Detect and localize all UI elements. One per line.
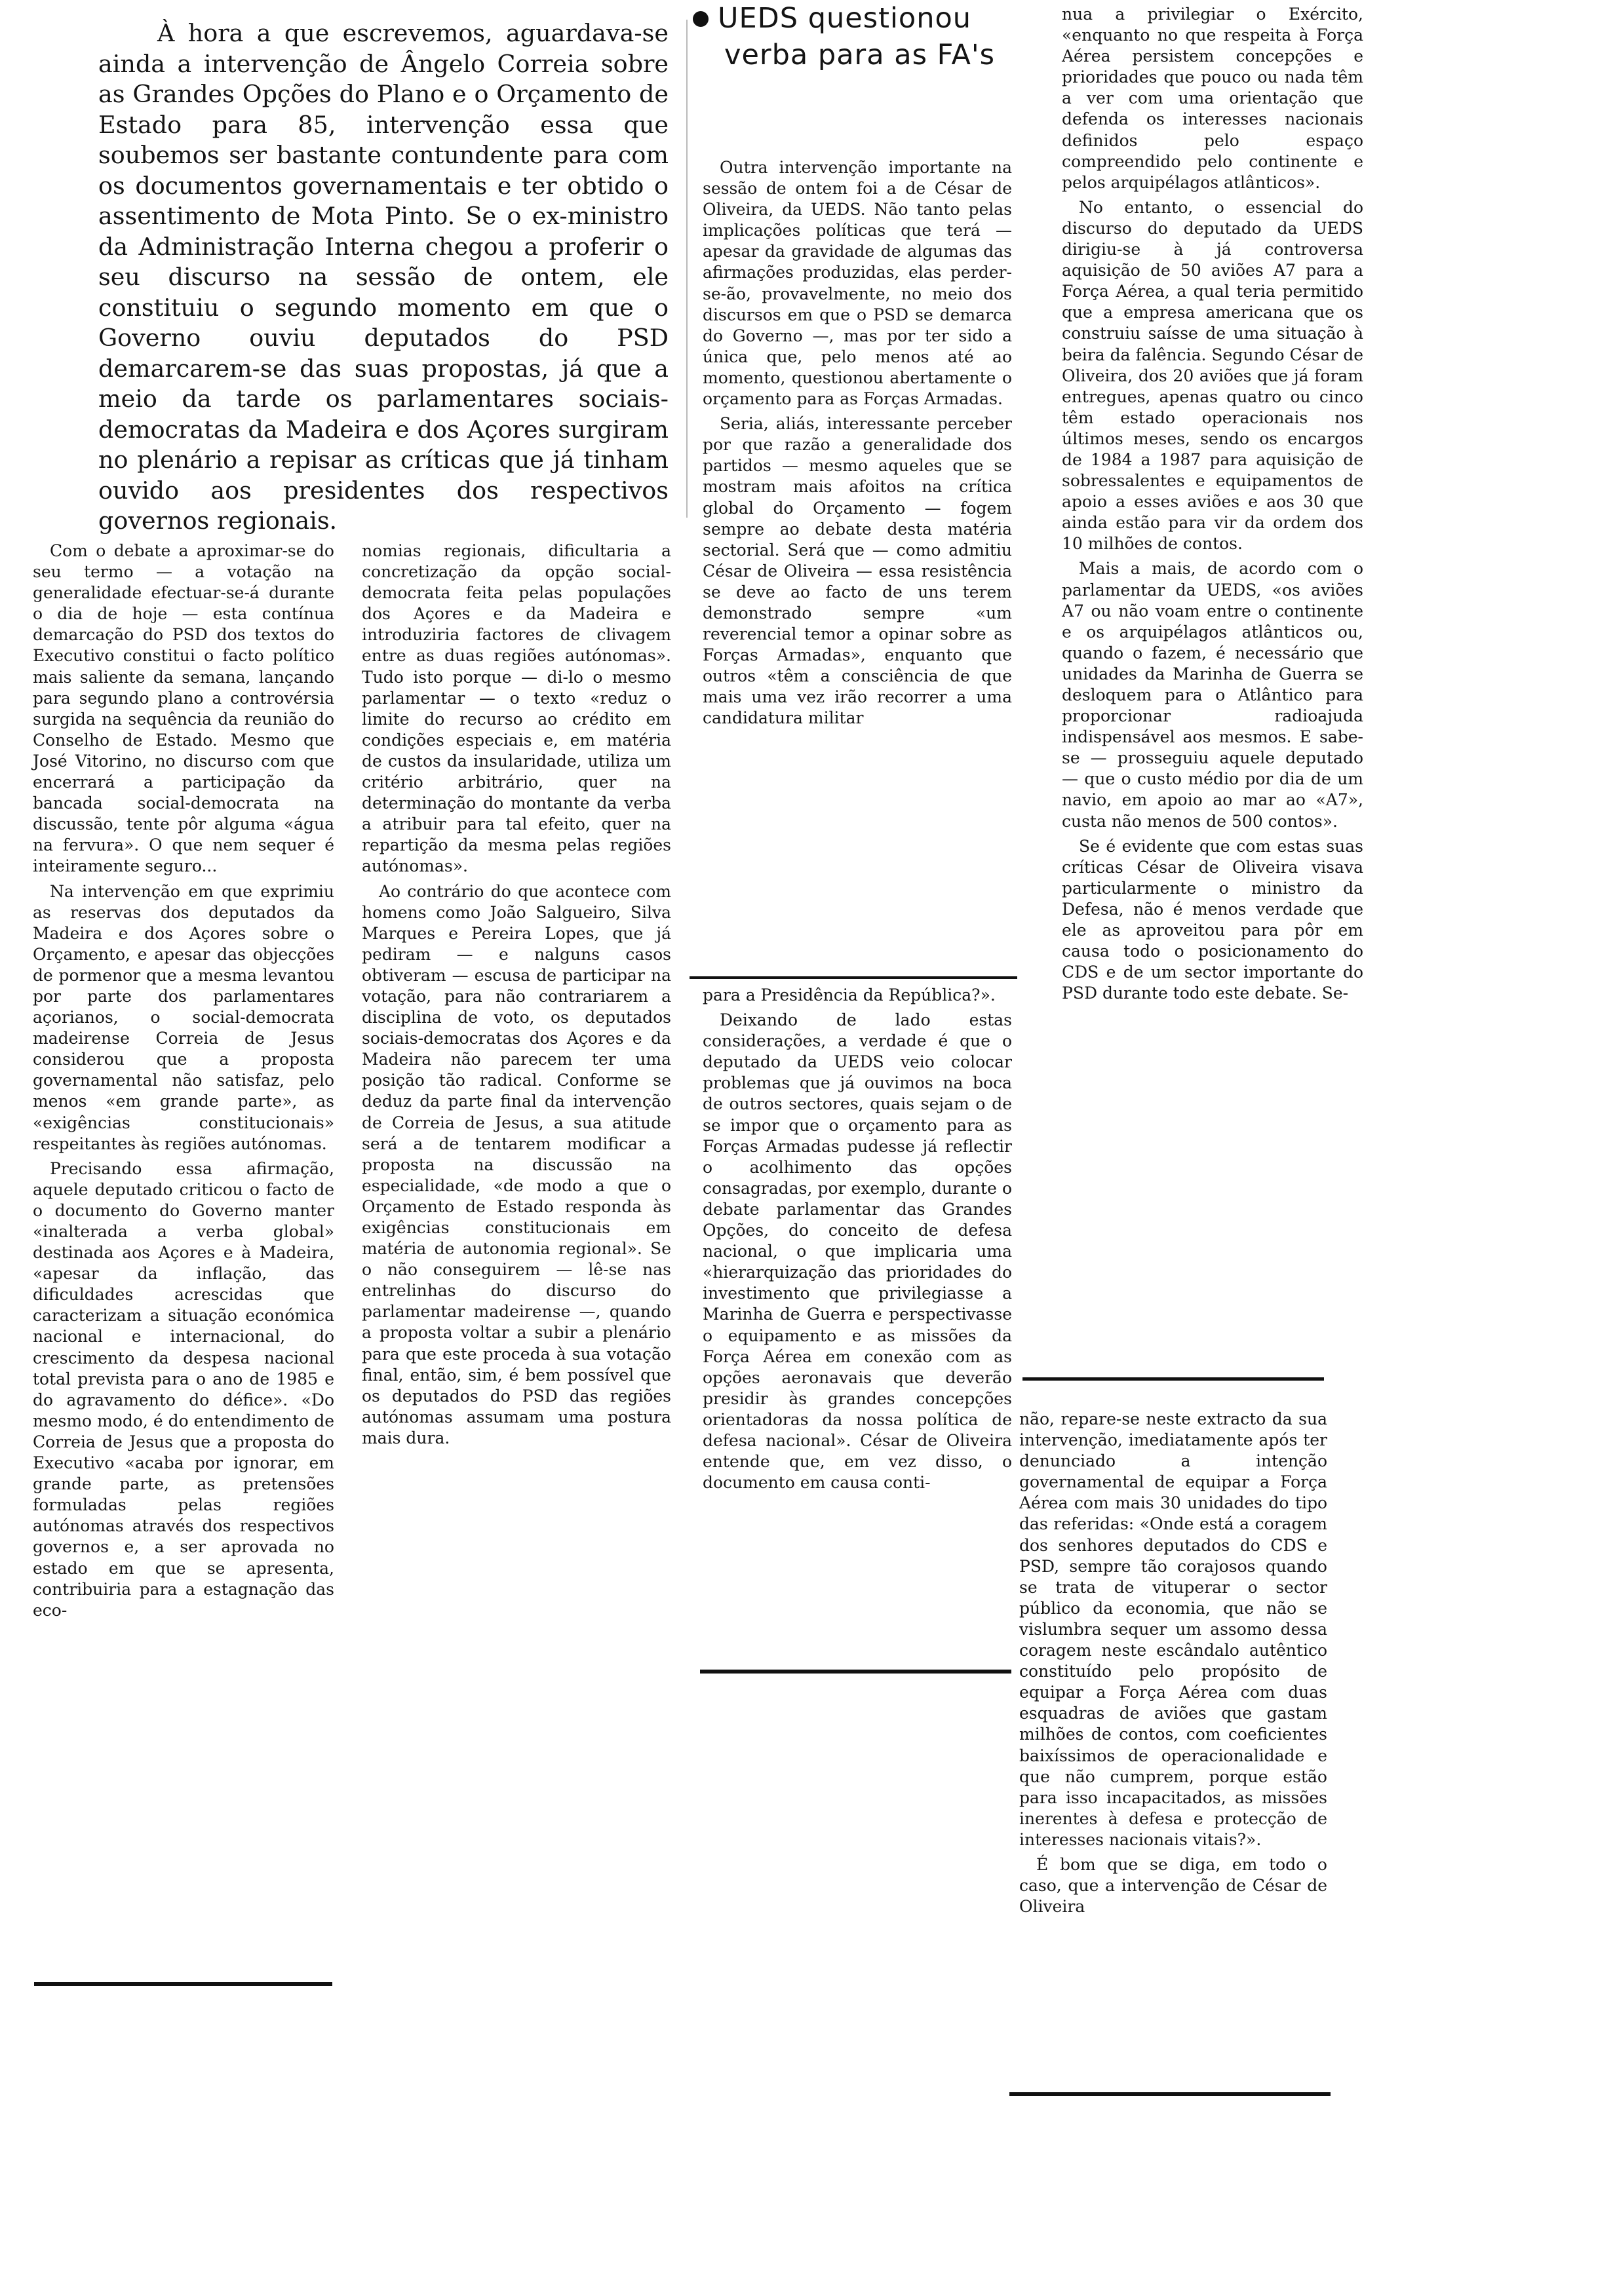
side-article-column-1 xyxy=(703,157,1012,733)
paragraph: Se é evidente que com estas suas críticas César de Oliveira visava particularmente o ministro da Defesa, não é menos verdade que ele as aproveitou para pôr em causa todo o posicionamento do CDS e de um sector importante do PSD durante todo este debate. Se- xyxy=(1062,836,1363,1003)
paragraph: Ao contrário do que acontece com homens como João Salgueiro, Silva Marques e Pereira Lopes, que já pediram — e nalguns casos obtiveram — escusa de participar na votação, para não contrariarem a disciplina de voto, os deputados sociais-democratas dos Açores e da Madeira não parecem ter uma posição tão radical. Conforme se deduz da parte final da intervenção de Correia de Jesus, a sua atitude será a de tentarem modificar a proposta na discussão na especialidade, «de modo a que o Orçamento de Estado responda às exigências constitucionais em matéria de autonomia regional». Se o não conseguirem — lê-se nas entrelinhas do discurso do parlamentar madeirense —, quando a proposta voltar a subir a plenário para que este proceda à sua votação final, então, sim, é bem possível que os deputados do PSD das regiões autónomas assumam uma postura mais dura. xyxy=(362,881,671,1447)
paragraph: nomias regionais, dificultaria a concretização da opção social-democrata feita pelas populações dos Açores e da Madeira e introduziria factores de clivagem entre as duas regiões autónomas». Tudo isto porque — di-lo o mesmo parlamentar — o texto «reduz o limite do recurso ao crédito em condições especiais e, em matéria de custos da insularidade, utiliza um critério arbitrário, quer na determinação do montante da verba a atribuir para tal efeito, quer na repartição da mesma pelas regiões autónomas». xyxy=(362,541,671,876)
side-article-column-2 xyxy=(1062,4,1363,1008)
article-column-2 xyxy=(362,541,671,1453)
paragraph: nua a privilegiar o Exército, «enquanto no que respeita à Força Aérea persistem concepções e prioridades que pouco ou nada têm a ver com uma orientação que defenda os interesses nacionais definidos pelo espaço compreendido pelo continente e pelos arquipélagos atlânticos». xyxy=(1062,5,1363,192)
article-column-1 xyxy=(33,541,334,1625)
paragraph: não, repare-se neste extracto da sua intervenção, imediatamente após ter denunciado a intenção governamental de equipar a Força Aérea com mais 30 unidades do tipo das referidas: «Onde está a coragem dos senhores deputados do CDS e PSD, sempre tão corajosos quando se trata de vituperar o sector público da economia, que não se vislumbra sequer um assomo dessa coragem neste escândalo autêntico constituído pelo propósito de equipar a Força Aérea com duas esquadras de aviões que gastam milhões de contos, com coeficientes baixíssimos de operacionalidade e que não cumprem, porque estão para isso incapacitados, as missões inerentes à defesa e protecção de interesses nacionais vitais?». xyxy=(1019,1409,1327,1849)
side-article-column-3 xyxy=(1019,1409,1327,1921)
paragraph: Precisando essa afirmação, aquele deputado criticou o facto de o documento do Governo manter «inalterada a verba global» destinada aos Açores e à Madeira, «apesar da inflação, das dificuldades acrescidas que caracterizam a situação económica nacional e internacional, do crescimento da despesa nacional total prevista para o ano de 1985 e do agravamento do défice». «Do mesmo modo, é do entendimento de Correia de Jesus que a proposta do Executivo «acaba por ignorar, em grande parte, as pretensões formuladas pelas regiões autónomas através dos respectivos governos e, a ser aprovada no estado em que se apresenta, contribuiria para a estagnação das eco- xyxy=(33,1158,334,1620)
column-rule xyxy=(34,1982,332,1986)
column-rule xyxy=(1009,2092,1331,2096)
column-rule xyxy=(1022,1377,1324,1381)
side-article-column-1-continued xyxy=(703,985,1012,1497)
paragraph: Deixando de lado estas considerações, a verdade é que o deputado da UEDS veio colocar problemas que já ouvimos na boca de outros sectores, quais sejam o de se impor que o orçamento para as Forças Armadas pudesse já reflectir o acolhimento das opções consagradas, por exemplo, durante o debate parlamentar das Grandes Opções, do conceito de defesa nacional, o que implicaria uma «hierarquização das prioridades do investimento que privilegiasse a Marinha de Guerra e perspectivasse o equipamento e as missões da Força Aérea em conexão com as opções aeronavais que deverão presidir às grandes concepções orientadoras da nossa política de defesa nacional». César de Oliveira entende que, em vez disso, o documento em causa conti- xyxy=(703,1010,1012,1493)
column-divider xyxy=(686,20,688,518)
side-heading-text: UEDS questionou verba para as FA's xyxy=(718,2,996,71)
paragraph: para a Presidência da República?». xyxy=(703,985,996,1004)
paragraph: Seria, aliás, interessante perceber por que razão a generalidade dos partidos — mesmo aqueles que se mostram mais afoitos na crítica global do Orçamento — fogem sempre ao debate desta matéria sectorial. Será que — como admitiu César de Oliveira — essa resistência se deve ao facto de uns terem demonstrado sempre «um reverencial temor a opinar sobre as Forças Armadas», enquanto que outros «têm a consciência de que mais uma vez irão recorrer a uma candidatura militar xyxy=(703,414,1012,728)
column-rule xyxy=(690,976,1017,979)
side-article-headline xyxy=(718,0,1000,73)
column-rule xyxy=(700,1670,1011,1674)
paragraph: Outra intervenção importante na sessão de ontem foi a de César de Oliveira, da UEDS. Não tanto pelas implicações políticas que terá — apesar da gravidade de algumas das afirmações produzidas, elas perder-se-ão, provavelmente, no meio dos discursos em que o PSD se demarca do Governo —, mas por ter sido a única que, pelo menos até ao momento, questionou abertamente o orçamento para as Forças Armadas. xyxy=(703,158,1012,409)
paragraph: Mais a mais, de acordo com o parlamentar da UEDS, «os aviões A7 ou não voam entre o continente e os arquipélagos atlânticos ou, quando o fazem, é necessário que unidades da Marinha de Guerra se desloquem para o Atlântico para proporcionar radioajuda indispensável aos mesmos. E sabe-se — prosseguiu aquele deputado — que o custo médio por dia de um navio, em apoio ao mar ao «A7», custa não menos de 500 contos». xyxy=(1062,559,1363,831)
paragraph: É bom que se diga, em todo o caso, que a intervenção de César de Oliveira xyxy=(1019,1854,1327,1917)
lead-paragraph: À hora a que escrevemos, aguardava-se ainda a intervenção de Ângelo Correia sobre as Grandes Opções do Plano e o Orçamento de Estado para 85, intervenção essa que soubemos ser bastante contundente para com os documentos governamentais e ter obtido o assentimento de Mota Pinto. Se o ex-ministro da Administração Interna chegou a proferir o seu discurso na sessão de ontem, ele constituiu o segundo momento em que o Governo ouviu deputados do PSD demarcarem-se das suas propostas, já que a meio da tarde os parlamentares sociais-democratas da Madeira e dos Açores surgiram no plenário a repisar as críticas que já tinham ouvido aos presidentes dos respectivos governos regionais. xyxy=(98,19,669,535)
paragraph: Com o debate a aproximar-se do seu termo — a votação na generalidade efectuar-se-á durante o dia de hoje — esta contínua demarcação do PSD dos textos do Executivo constitui o facto político mais saliente da semana, lançando para segundo plano a controvérsia surgida na sequência da reunião do Conselho de Estado. Mesmo que José Vitorino, no discurso com que encerrará a participação da bancada social-democrata na discussão, tente pôr alguma «água na fervura». O que nem sequer é inteiramente seguro... xyxy=(33,541,334,876)
paragraph: Na intervenção em que exprimiu as reservas dos deputados da Madeira e dos Açores sobre o Orçamento, e apesar das objecções de pormenor que a mesma levantou por parte dos parlamentares açorianos, o social-democrata madeirense Correia de Jesus considerou que a proposta governamental não satisfaz, pelo menos «em grande parte», as «exigências constitucionais» respeitantes às regiões autónomas. xyxy=(33,881,334,1153)
bullet-icon xyxy=(693,11,709,27)
paragraph: No entanto, o essencial do discurso do deputado da UEDS dirigiu-se à já controversa aquisição de 50 aviões A7 para a Força Aérea, a qual teria permitido que a empresa americana que os construiu saísse de uma situação à beira da falência. Segundo César de Oliveira, dos 20 aviões que já foram entregues, apenas quatro ou cinco têm estado operacionais nos últimos meses, sendo os encargos de 1984 a 1987 para aquisição de sobressalentes e equipamentos de apoio a esses aviões e aos 30 que ainda estão para vir da ordem dos 10 milhões de contos. xyxy=(1062,197,1363,554)
